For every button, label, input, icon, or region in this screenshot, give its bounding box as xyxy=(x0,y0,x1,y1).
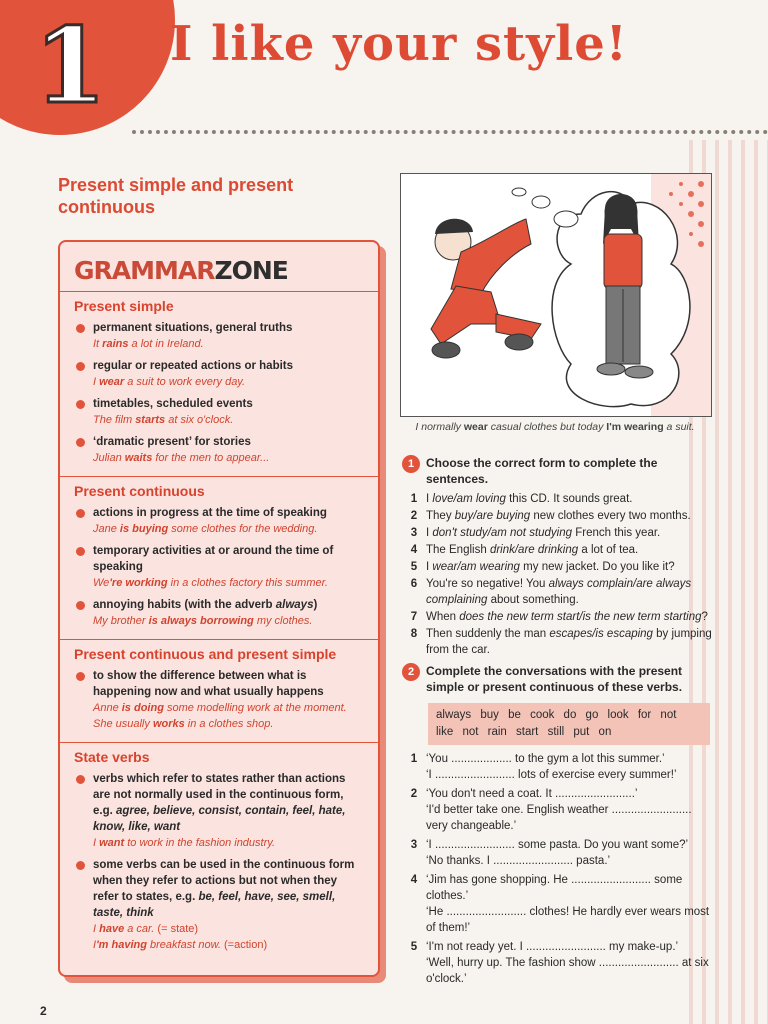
item-text: I wear/am wearing my new jacket. Do you like it? xyxy=(426,561,675,573)
gz-section-state-verbs xyxy=(60,742,378,963)
item-text: Then suddenly the man escapes/is escaping by jumping from the car. xyxy=(426,628,712,656)
bullet-icon xyxy=(76,400,85,409)
item-number: 5 xyxy=(410,941,418,953)
exercise-1-item xyxy=(402,508,712,524)
conversation-item xyxy=(402,872,712,936)
item-number: 3 xyxy=(410,839,418,851)
conversation-item xyxy=(402,939,712,987)
item-text: You're so negative! You always complain/are always complaining about something. xyxy=(426,578,692,606)
gz-rule-text: some verbs can be used in the continuous form when they refer to actions but not when they refer to states, e.g. be, feel, have, see, smell, taste, think xyxy=(93,859,355,919)
gz-rule-item xyxy=(74,543,364,591)
exercise-1-header xyxy=(402,455,712,487)
gz-rule-text: verbs which refer to states rather than actions are not normally used in the continuous form, e.g. agree, believe, consist, contain, feel, hate, know, like, want xyxy=(93,773,346,833)
dotted-divider xyxy=(132,130,768,134)
item-number: 1 xyxy=(410,493,418,505)
gz-example-text: Jane is buying some clothes for the wedding. xyxy=(93,523,318,535)
item-number: 6 xyxy=(410,578,418,590)
exercise-2-header xyxy=(402,663,712,695)
gz-rule-item xyxy=(74,320,364,352)
item-number: 4 xyxy=(410,874,418,886)
illustration-caption: I normally wear casual clothes but today I'm wearing a suit. xyxy=(415,421,695,433)
bullet-icon xyxy=(76,775,85,784)
gz-section-present-simple xyxy=(60,291,378,476)
gz-rule-text: ‘dramatic present’ for stories xyxy=(93,436,251,448)
conversation-item xyxy=(402,751,712,783)
item-text: They buy/are buying new clothes every two months. xyxy=(426,510,691,522)
gz-rule-item xyxy=(74,505,364,537)
exercise-1-instruction: Choose the correct form to complete the sentences. xyxy=(426,456,658,486)
item-text: I love/am loving this CD. It sounds great. xyxy=(426,493,633,505)
gz-example-text: I have a car. (= state) I'm having breakfast now. (=action) xyxy=(93,923,268,951)
exercise-2-number: 2 xyxy=(402,663,420,681)
exercise-1-items xyxy=(402,491,712,658)
gz-rule-text: actions in progress at the time of speaking xyxy=(93,507,327,519)
conversation-text: ‘I ......................... some pasta. Do you want some?’ ‘No thanks. I ......................... pasta.’ xyxy=(426,839,689,867)
item-number: 8 xyxy=(410,628,418,640)
bullet-icon xyxy=(76,324,85,333)
grammar-zone-heading xyxy=(60,242,378,291)
gz-example-text: Anne is doing some modelling work at the moment. She usually works in a clothes shop. xyxy=(93,702,347,730)
exercise-2-instruction: Complete the conversations with the present simple or present continuous of these verbs. xyxy=(426,664,683,694)
exercise-1-item xyxy=(402,609,712,625)
item-number: 3 xyxy=(410,527,418,539)
gz-example-text: My brother is always borrowing my clothes. xyxy=(93,615,313,627)
gz-subtitle: Present simple xyxy=(74,298,174,314)
conversation-text: ‘You ................... to the gym a lot this summer.’ ‘I ......................... lots of exercise every summer!’ xyxy=(426,753,677,781)
gz-example-text: We're working in a clothes factory this summer. xyxy=(93,577,328,589)
gz-subtitle: Present continuous xyxy=(74,483,205,499)
conversation-text: ‘You don't need a coat. It .........................’ ‘I'd better take one. English weather ......................... very changeable.’ xyxy=(426,788,692,832)
gz-section-present-continuous xyxy=(60,476,378,639)
exercise-1-item xyxy=(402,576,712,608)
item-number: 2 xyxy=(410,788,418,800)
page-number: 2 xyxy=(40,1004,47,1018)
grammar-heading-b: ZONE xyxy=(214,256,288,285)
exercise-1-number: 1 xyxy=(402,455,420,473)
conversation-item xyxy=(402,786,712,834)
cartoon-illustration xyxy=(400,173,712,417)
gz-rule-text: timetables, scheduled events xyxy=(93,398,253,410)
conversation-text: ‘Jim has gone shopping. He ......................... some clothes.’ ‘He ......................... clothes! He hardly ever wears most of them!’ xyxy=(426,874,710,934)
gz-rule-text: regular or repeated actions or habits xyxy=(93,360,294,372)
gz-example-text: The film starts at six o'clock. xyxy=(93,414,234,426)
item-text: I don't study/am not studying French this year. xyxy=(426,527,661,539)
item-text: The English drink/are drinking a lot of tea. xyxy=(426,544,639,556)
gz-example-text: Julian waits for the men to appear... xyxy=(93,452,270,464)
bullet-icon xyxy=(76,601,85,610)
exercise-1 xyxy=(402,455,712,658)
item-number: 5 xyxy=(410,561,418,573)
gz-rule-item xyxy=(74,358,364,390)
section-title: Present simple and present continuous xyxy=(58,175,294,217)
grammar-zone-box xyxy=(58,240,380,977)
gz-rule-text: permanent situations, general truths xyxy=(93,322,293,334)
gz-example-text: I want to work in the fashion industry. xyxy=(93,837,276,849)
gz-example-text: I wear a suit to work every day. xyxy=(93,376,246,388)
exercise-1-item xyxy=(402,525,712,541)
item-number: 7 xyxy=(410,611,418,623)
gz-rule-item xyxy=(74,668,364,732)
exercise-1-item xyxy=(402,559,712,575)
gz-subtitle: State verbs xyxy=(74,749,150,765)
gz-rule-item xyxy=(74,434,364,466)
item-text: When does the new term start/is the new term starting? xyxy=(426,611,708,623)
conversation-text: ‘I'm not ready yet. I ......................... my make-up.’ ‘Well, hurry up. The fashion show ......................... at six o'clock.’ xyxy=(426,941,709,985)
bullet-icon xyxy=(76,509,85,518)
conversation-item xyxy=(402,837,712,869)
exercise-2 xyxy=(402,663,712,987)
item-number: 4 xyxy=(410,544,418,556)
bullet-icon xyxy=(76,672,85,681)
exercise-2-items xyxy=(402,751,712,987)
bullet-icon xyxy=(76,861,85,870)
verb-box: always buy be cook do go look for not like not rain start still put on xyxy=(428,703,710,745)
unit-number: 1 xyxy=(34,4,107,127)
gz-rule-text: to show the difference between what is happening now and what usually happens xyxy=(93,670,324,698)
bullet-icon xyxy=(76,362,85,371)
gz-rule-item xyxy=(74,857,364,953)
gz-rule-text: annoying habits (with the adverb always) xyxy=(93,599,318,611)
gz-rule-item xyxy=(74,597,364,629)
bullet-icon xyxy=(76,438,85,447)
gz-rule-item xyxy=(74,396,364,428)
gz-subtitle: Present continuous and present simple xyxy=(74,646,337,662)
exercise-1-item xyxy=(402,491,712,507)
grammar-heading-a: GRAMMAR xyxy=(74,256,215,285)
exercise-1-item xyxy=(402,542,712,558)
unit-title: I like your style! xyxy=(170,16,628,72)
gz-example-text: It rains a lot in Ireland. xyxy=(93,338,204,350)
exercise-1-item xyxy=(402,626,712,658)
gz-rule-text: temporary activities at or around the time of speaking xyxy=(93,545,334,573)
gz-rule-item xyxy=(74,771,364,851)
bullet-icon xyxy=(76,547,85,556)
item-number: 1 xyxy=(410,753,418,765)
item-number: 2 xyxy=(410,510,418,522)
gz-section-comparison xyxy=(60,639,378,742)
